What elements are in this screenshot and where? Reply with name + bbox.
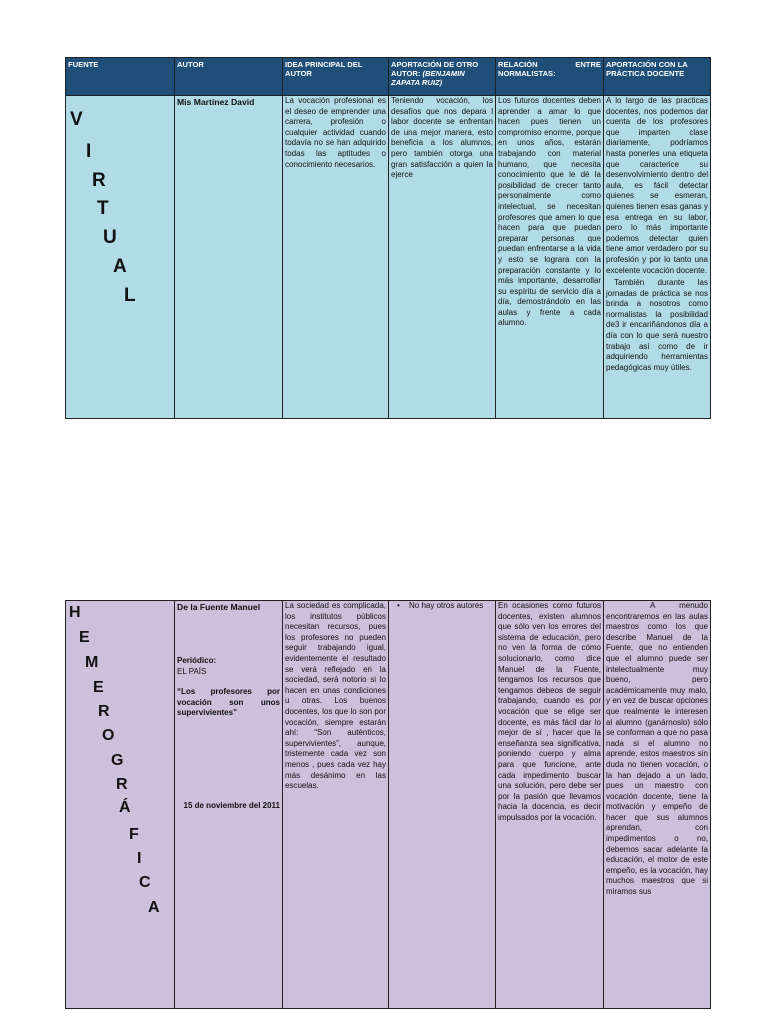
source-letter: E — [93, 679, 104, 696]
publication-date: 15 de noviembre del 2011 — [183, 800, 280, 810]
source-letter: I — [86, 141, 92, 162]
source-letter: F — [129, 826, 139, 843]
virtual-source-table — [65, 57, 711, 419]
source-letter: L — [124, 285, 136, 306]
relation-cell — [496, 601, 604, 1009]
header-relacion-word: RELACIÓN — [498, 60, 538, 69]
header-aportacion-otro-autor — [389, 58, 496, 96]
header-aportacion-author-name: (BENJAMIN ZAPATA RUIZ) — [391, 69, 465, 87]
other-author-list — [389, 601, 495, 612]
source-type-cell — [66, 96, 175, 419]
source-letter: M — [85, 654, 99, 671]
source-letter: I — [137, 850, 142, 867]
header-normalistas-word: NORMALISTAS: — [498, 69, 556, 78]
source-letter: C — [139, 874, 151, 891]
source-letter: A — [113, 256, 127, 277]
source-letter: A — [148, 899, 160, 916]
source-letter: Á — [119, 799, 131, 816]
other-author-text: Teniendo vocación, los desafíos que nos depara l labor docente se enfrentan de una mejor manera, esto beneficia a los alumnos, pero también otorga una gran satisfacción a quien la ejerce — [391, 96, 493, 180]
periodico-value: EL PAÍS — [177, 666, 207, 676]
practice-text — [604, 96, 710, 373]
source-letter: U — [103, 227, 117, 248]
header-aportacion-practica: APORTACIÓN CON LA PRÁCTICA DOCENTE — [604, 58, 711, 96]
idea-text: La sociedad es complicada, los institutos públicos necesitan recursos, pues los profesores no pueden seguir trabajando igual, evidentemente el resultado se verá reflejado en la sociedad, será notorio si lo hacen en unas condiciones u otras. Los buenos docentes, los que lo son por vocación, siempre estarán ahí: “Son auténticos, supervivientes”, aunque, tristemente cada vez son menos , pues cada vez hay más desánimo en las escuelas. — [285, 601, 386, 791]
source-letter: R — [98, 703, 110, 720]
source-letter: V — [70, 109, 83, 130]
other-author-cell — [389, 601, 496, 1009]
other-author-cell — [389, 96, 496, 419]
publication-info — [175, 656, 282, 812]
source-letter: T — [97, 198, 109, 219]
practice-cell — [604, 96, 711, 419]
practice-cell — [604, 601, 711, 1009]
author-cell — [175, 601, 283, 1009]
author-name: De la Fuente Manuel — [177, 602, 261, 612]
author-name: Mis Martínez David — [177, 97, 255, 107]
idea-cell — [283, 601, 389, 1009]
author-cell — [175, 96, 283, 419]
header-fuente: FUENTE — [66, 58, 175, 96]
header-relacion-normalistas — [496, 58, 604, 96]
table-header-row — [66, 58, 711, 96]
periodico-label: Periódico: — [177, 656, 217, 665]
list-item: • No hay otros autores — [391, 601, 493, 612]
source-letter: R — [116, 776, 128, 793]
source-type-vertical-label — [66, 601, 174, 1008]
source-letter: R — [92, 170, 106, 191]
relation-cell — [496, 96, 604, 419]
header-autor: AUTOR — [175, 58, 283, 96]
source-type-vertical-label — [66, 96, 174, 418]
relation-text: Los futuros docentes deben aprender a amar lo que hacen pues tienen un compromiso enorme, porque en unos años, estarán trabajando con material humano, que necesita conocimiento que le dé la posibilidad de crecer tanto personalmente como intelectual, se necesitan profesores que amen lo que hacen para que puedan preparar personas que puedan enfrentarse a la vida y esto se lograra con la preparación constante y lo más importante, desarrollar su espíritu de servicio día a día, demostrándolo en las aulas y frente a cada alumno. — [498, 96, 601, 328]
source-type-cell — [66, 601, 175, 1009]
source-letter: O — [102, 727, 115, 744]
practice-text: A menudo encontraremos en las aulas maestros como los que describe Manuel de la Fuente, que no entienden que el alumno puede ser intelectualmente muy bueno, pero académicamente muy malo, y en vez de buscar opciones que realmente le interesen al alumno (ganárnoslo) sólo se conforman a que no pasa nada si el alumno no aprende, estos maestros sin duda no tienen vocación, o la han dejado a un lado, pues un maestro con vocación docente, tiene la motivación y empeño de hacer que sus alumnos aprendan, con impedimentos o no, debemos sacar adelante la educación, el motor de este empeño, es la vocación, hay muchos maestros que si miramos sus — [606, 601, 708, 897]
article-title: “Los profesores por vocación son unos supervivientes” — [177, 687, 280, 718]
source-letter: E — [79, 629, 90, 646]
practice-paragraph: A lo largo de las practicas docentes, nos podemos dar cuenta de los profesores que imparten clase diariamente, podríamos hasta ponerles una etiqueta que caracterice su desenvolvimiento dentro del aula, es fácil detectar quienes se esmeran, quienes tienen esas ganas y esa entrega en su labor, pero lo más importante podemos detectar quien tiene amor verdadero por su profesión y por lo tanto una excelente vocación docente. — [606, 96, 708, 275]
header-entre-word: ENTRE — [575, 60, 601, 69]
header-idea-principal: IDEA PRINCIPAL DEL AUTOR — [283, 58, 389, 96]
idea-cell — [283, 96, 389, 419]
source-letter: G — [111, 752, 124, 769]
hemerografica-source-table — [65, 600, 711, 1009]
practice-paragraph: También durante las jornadas de práctica se nos brinda a nosotros como normalistas la posibilidad de3 ir encariñándonos día a día con lo que será nuestro trabajo así como de ir adquiriendo herramientas pedagógicas muy útiles. — [606, 278, 708, 372]
header-aportacion-label: APORTACIÓN DE OTRO AUTOR: — [391, 60, 479, 78]
relation-text: En ocasiones como futuros docentes, existen alumnos que sólo ven los errores del sistema de educación, pero no ven la forma de cómo solucionarlo, como dice Manuel de la Fuente, tengamos los recursos que tengamos debeos de seguir trabajando, cuando es por vocación que se elige ser docente, es más fácil dar lo mejor de sí , hacer que la enseñanza sea significativa, poniendo cuerpo y alma para que funcione, ante cada impedimento buscar una solución, pero debe ser por la pasión que llevamos hacia la docencia, es decir impulsados por la vocación. — [498, 601, 601, 822]
table-row — [66, 96, 711, 419]
source-letter: H — [69, 604, 81, 621]
table-row — [66, 601, 711, 1009]
idea-text: La vocación profesional es el deseo de emprender una carrera, profesión o cualquier actividad cuando todavía no se han adquirido todas las aptitudes o conocimiento necesarios. — [285, 96, 386, 169]
